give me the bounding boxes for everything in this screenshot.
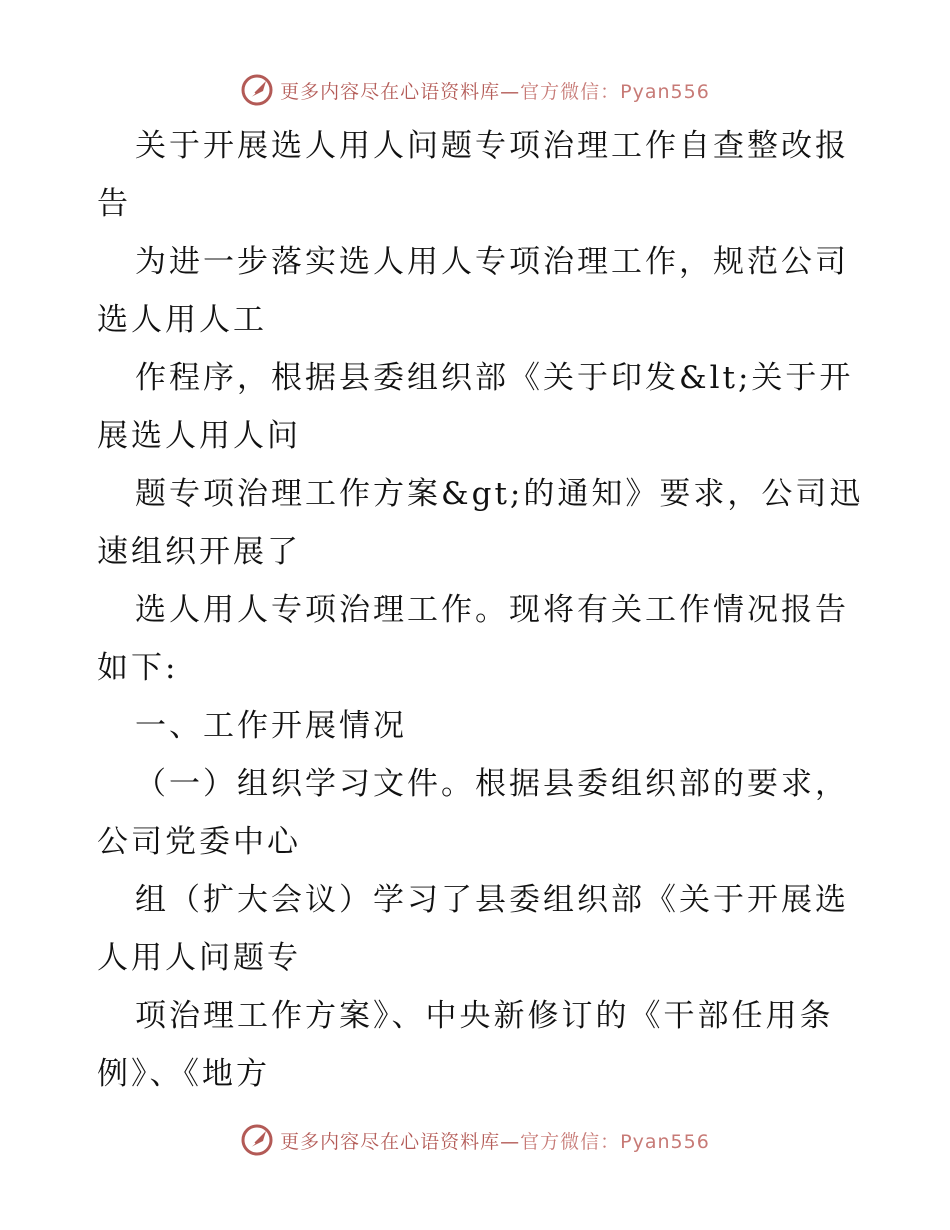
document-line: 项治理工作方案》、中央新修订的《干部任用条 [135, 998, 834, 1034]
document-line: 题专项治理工作方案&gt;的通知》要求，公司迅 [135, 476, 864, 512]
document-line: 展选人用人问 [97, 418, 301, 454]
document-line: 告 [97, 186, 131, 222]
banner-text [280, 1127, 710, 1154]
document-line: 组（扩大会议）学习了县委组织部《关于开展选 [135, 882, 849, 918]
quill-pen-logo-icon [240, 1123, 274, 1157]
document-body [97, 117, 864, 1103]
header-banner [0, 70, 950, 110]
banner-dash: — [500, 80, 521, 103]
document-line: 关于开展选人用人问题专项治理工作自查整改报 [135, 128, 849, 164]
banner-text [280, 77, 710, 104]
banner-title: 更多内容尽在心语资料库 [280, 80, 501, 103]
footer-banner [0, 1120, 950, 1160]
document-line: 例》、《地方 [97, 1056, 270, 1092]
document-line: 作程序，根据县委组织部《关于印发&lt;关于开 [135, 360, 854, 396]
document-line: 速组织开展了 [97, 534, 301, 570]
document-line: 一、工作开展情况 [135, 708, 407, 744]
document-line: 为进一步落实选人用人专项治理工作，规范公司 [135, 244, 849, 280]
document-line: 人用人问题专 [97, 940, 301, 976]
quill-pen-logo-icon [240, 73, 274, 107]
document-line: 选人用人专项治理工作。现将有关工作情况报告 [135, 592, 849, 628]
banner-contact: 官方微信：Pyan556 [520, 1130, 710, 1153]
document-line: 公司党委中心 [97, 824, 301, 860]
document-line: 选人用人工 [97, 302, 267, 338]
document-line: （一）组织学习文件。根据县委组织部的要求， [135, 766, 849, 802]
banner-contact: 官方微信：Pyan556 [520, 80, 710, 103]
document-line: 如下: [97, 650, 179, 686]
banner-title: 更多内容尽在心语资料库 [280, 1130, 501, 1153]
banner-dash: — [500, 1130, 521, 1153]
